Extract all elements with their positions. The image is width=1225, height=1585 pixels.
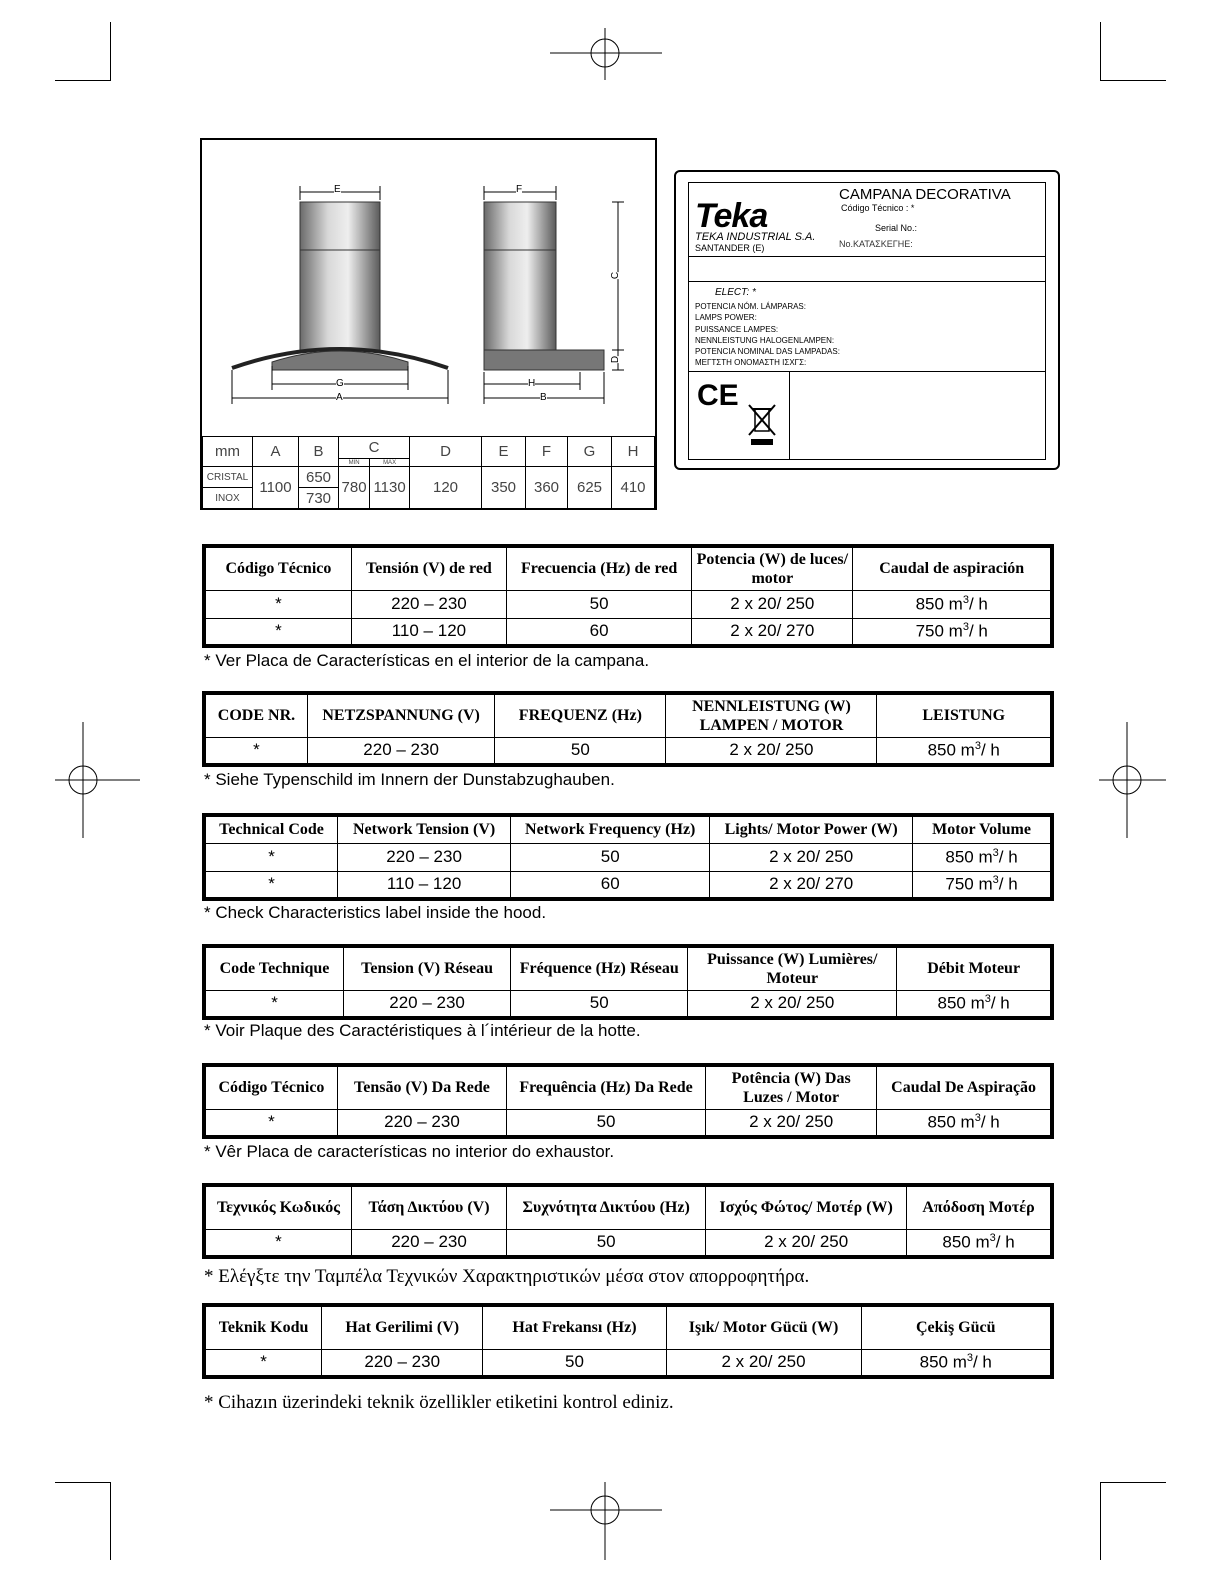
table-cell: 750 $m^3/$ h <box>913 871 1052 899</box>
table-row <box>204 590 1052 618</box>
label-elect: ELECT: * <box>715 287 756 298</box>
table-footnote: * Voir Plaque des Caractéristiques à l´intérieur de la hotte. <box>204 1021 641 1040</box>
table-cell: 220 – 230 <box>337 1109 506 1137</box>
table-header-row <box>204 1185 1052 1229</box>
dim-letter-f: F <box>516 184 523 195</box>
spec-table <box>202 1303 1054 1379</box>
column-header: Caudal de aspiración <box>853 546 1052 590</box>
table-row <box>204 871 1052 899</box>
table-cell: 50 <box>483 1349 666 1377</box>
table-cell: 50 <box>507 1229 706 1257</box>
column-header: NETZSPANNUNG (V) <box>307 693 494 737</box>
table-cell: 50 <box>507 1109 706 1137</box>
table-footnote: * Siehe Typenschild im Innern der Dunstabzughauben. <box>204 770 615 789</box>
teka-logo: Teka <box>695 197 768 235</box>
rating-label <box>674 170 1060 470</box>
table-row <box>204 1229 1052 1257</box>
table-cell: 850 $m^3/$ h <box>877 737 1052 765</box>
column-header: Fréquence (Hz) Réseau <box>511 946 688 990</box>
table-cell: 60 <box>511 871 710 899</box>
table-cell: 110 – 120 <box>338 871 511 899</box>
table-row <box>204 618 1052 646</box>
label-codigo: Código Técnico : * <box>841 203 915 213</box>
table-row <box>204 843 1052 871</box>
table-cell: * <box>204 871 338 899</box>
unit-superscript: 3 <box>962 620 969 633</box>
unit-superscript: 3 <box>962 593 969 606</box>
column-header: Código Técnico <box>204 546 351 590</box>
table-header-row <box>204 815 1052 843</box>
table-cell: 2 x 20/ 250 <box>692 590 853 618</box>
spec-table <box>202 813 1054 901</box>
column-header: Teknik Kodu <box>204 1305 322 1349</box>
spec-table <box>202 1063 1054 1139</box>
column-header: Τεχνικός Κωδικός <box>204 1185 351 1229</box>
label-serial: Serial No.: <box>875 223 918 233</box>
column-header: CODE NR. <box>204 693 307 737</box>
column-header: Lights/ Motor Power (W) <box>710 815 913 843</box>
table-header-row <box>204 1305 1052 1349</box>
table-cell: 850 $m^3/$ h <box>861 1349 1052 1377</box>
table-cell: 60 <box>507 618 692 646</box>
spec-table <box>202 1183 1054 1259</box>
unit-superscript: 3 <box>992 873 999 886</box>
dim-letter-h: H <box>528 378 536 389</box>
column-header: Απόδοση Μοτέρ <box>907 1185 1052 1229</box>
unit-superscript: 3 <box>974 1111 981 1124</box>
column-header: Motor Volume <box>913 815 1052 843</box>
table-cell: 110 – 120 <box>351 618 506 646</box>
dim-letter-e: E <box>334 184 341 195</box>
table-row <box>204 737 1052 765</box>
table-header-row <box>204 546 1052 590</box>
table-cell: 2 x 20/ 250 <box>706 1109 877 1137</box>
table-cell: 50 <box>507 590 692 618</box>
table-cell: * <box>204 1349 322 1377</box>
column-header: FREQUENZ (Hz) <box>495 693 666 737</box>
table-cell: 850 $m^3/$ h <box>907 1229 1052 1257</box>
dim-letter-c: C <box>610 271 622 280</box>
column-header: Network Tension (V) <box>338 815 511 843</box>
column-header: Işık/ Motor Gücü (W) <box>666 1305 861 1349</box>
spec-table <box>202 691 1054 767</box>
table-cell: 2 x 20/ 250 <box>710 843 913 871</box>
label-serial-gr: No.ΚΑΤΑΣΚΕΓΗΕ: <box>839 239 913 249</box>
label-city: SANTANDER (E) <box>695 243 765 253</box>
unit-superscript: 3 <box>992 846 999 859</box>
table-cell: 850 $m^3/$ h <box>897 990 1052 1018</box>
table-cell: 50 <box>511 843 710 871</box>
column-header: Ισχύς Φώτος/ Μοτέρ (W) <box>706 1185 907 1229</box>
dim-letter-d: D <box>610 355 622 364</box>
table-footnote: * Cihazın üzerindeki teknik özellikler etiketini kontrol ediniz. <box>204 1392 674 1413</box>
table-footnote: * Ελέγξτε την Ταμπέλα Τεχνικών Χαρακτηριστικών μέσα στον απορροφητήρα. <box>204 1266 810 1287</box>
table-cell: * <box>204 843 338 871</box>
table-cell: 220 – 230 <box>322 1349 483 1377</box>
column-header: Technical Code <box>204 815 338 843</box>
table-row <box>204 1109 1052 1137</box>
column-header: Çekiş Gücü <box>861 1305 1052 1349</box>
table-cell: 50 <box>495 737 666 765</box>
column-header: Potência (W) Das Luzes / Motor <box>706 1065 877 1109</box>
column-header: NENNLEISTUNG (W) LAMPEN / MOTOR <box>666 693 877 737</box>
label-title: CAMPANA DECORATIVA <box>839 186 1011 203</box>
hood-dimension-diagram <box>200 138 657 510</box>
table-cell: 850 $m^3/$ h <box>913 843 1052 871</box>
table-cell: 220 – 230 <box>351 590 506 618</box>
column-header: Frecuencia (Hz) de red <box>507 546 692 590</box>
table-row <box>204 1349 1052 1377</box>
table-cell: 220 – 230 <box>307 737 494 765</box>
dim-letter-g: G <box>336 378 344 389</box>
column-header: Tensión (V) de red <box>351 546 506 590</box>
spec-table <box>202 544 1054 648</box>
unit-superscript: 3 <box>974 739 981 752</box>
label-company: TEKA INDUSTRIAL S.A. <box>695 231 816 243</box>
column-header: Hat Gerilimi (V) <box>322 1305 483 1349</box>
table-cell: * <box>204 590 351 618</box>
table-footnote: * Ver Placa de Características en el interior de la campana. <box>204 651 650 670</box>
column-header: Tensão (V) Da Rede <box>337 1065 506 1109</box>
ce-mark: CE <box>697 379 739 412</box>
label-power-lines: POTENCIA NÓM. LÁMPARAS: LAMPS POWER: PUISSANCE LAMPES: NENNLEISTUNG HALOGENLAMPEN: POTENCIA NOMINAL DAS LAMPADAS: ΜΕΓΤΣΤΗ ΟΝΟΜΑΣΤΗ ΙΣΧΓΣ: <box>695 302 840 368</box>
table-cell: 2 x 20/ 250 <box>706 1229 907 1257</box>
table-cell: 220 – 230 <box>344 990 511 1018</box>
column-header: Código Técnico <box>204 1065 337 1109</box>
table-cell: * <box>204 1229 351 1257</box>
table-cell: * <box>204 737 307 765</box>
table-row <box>204 990 1052 1018</box>
table-footnote: * Vêr Placa de características no interior do exhaustor. <box>204 1142 615 1161</box>
column-header: LEISTUNG <box>877 693 1052 737</box>
column-header: Débit Moteur <box>897 946 1052 990</box>
column-header: Caudal De Aspiração <box>877 1065 1052 1109</box>
column-header: Hat Frekansı (Hz) <box>483 1305 666 1349</box>
table-cell: 850 $m^3/$ h <box>853 590 1052 618</box>
table-header-row <box>204 1065 1052 1109</box>
table-cell: 50 <box>511 990 688 1018</box>
column-header: Code Technique <box>204 946 344 990</box>
table-header-row <box>204 693 1052 737</box>
column-header: Τάση Δικτύου (V) <box>351 1185 506 1229</box>
column-header: Potencia (W) de luces/ motor <box>692 546 853 590</box>
table-cell: 2 x 20/ 250 <box>688 990 897 1018</box>
column-header: Network Frequency (Hz) <box>511 815 710 843</box>
hood-drawing <box>202 140 655 436</box>
unit-superscript: 3 <box>966 1351 973 1364</box>
column-header: Tension (V) Réseau <box>344 946 511 990</box>
spec-table <box>202 944 1054 1020</box>
table-cell: * <box>204 618 351 646</box>
column-header: Puissance (W) Lumières/ Moteur <box>688 946 897 990</box>
table-cell: 850 $m^3/$ h <box>877 1109 1052 1137</box>
table-cell: 2 x 20/ 270 <box>710 871 913 899</box>
table-cell: * <box>204 990 344 1018</box>
unit-superscript: 3 <box>984 992 991 1005</box>
table-footnote: * Check Characteristics label inside the hood. <box>204 903 547 922</box>
table-cell: 750 $m^3/$ h <box>853 618 1052 646</box>
table-cell: 220 – 230 <box>351 1229 506 1257</box>
table-cell: 220 – 230 <box>338 843 511 871</box>
table-cell: 2 x 20/ 270 <box>692 618 853 646</box>
table-cell: 2 x 20/ 250 <box>666 1349 861 1377</box>
weee-bin-icon <box>747 403 777 449</box>
column-header: Συχνότητα Δικτύου (Hz) <box>507 1185 706 1229</box>
column-header: Frequência (Hz) Da Rede <box>507 1065 706 1109</box>
unit-superscript: 3 <box>989 1231 996 1244</box>
dim-letter-a: A <box>336 392 343 403</box>
table-cell: 2 x 20/ 250 <box>666 737 877 765</box>
dim-letter-b: B <box>540 392 547 403</box>
dimension-table: mm A B C D E F G H MIN MAX CRISTAL 1100 650 780 1130 120 350 360 625 410 INOX 730 <box>202 436 655 509</box>
table-cell: * <box>204 1109 337 1137</box>
table-header-row <box>204 946 1052 990</box>
